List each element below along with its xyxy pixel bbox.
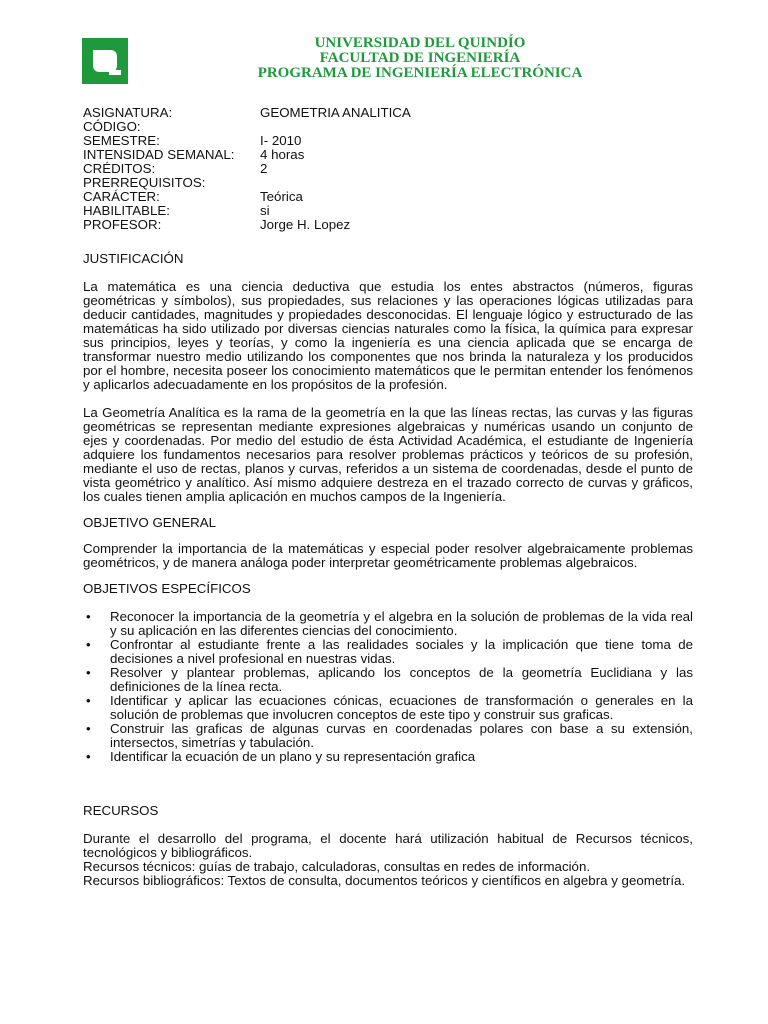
meta-row: ASIGNATURA: GEOMETRIA ANALITICA xyxy=(83,105,411,120)
bullet-icon: • xyxy=(86,665,91,680)
meta-row: PRERREQUISITOS: xyxy=(83,175,206,190)
bullet-icon: • xyxy=(86,637,91,652)
meta-row: PROFESOR: Jorge H. Lopez xyxy=(83,217,351,232)
bullet-icon: • xyxy=(86,749,91,764)
list-item: • Resolver y plantear problemas, aplicando los conceptos de la geometría Euclidiana y las definiciones de la línea recta. xyxy=(86,665,693,694)
bullet-icon: • xyxy=(86,721,91,736)
section-heading-objetivos-especificos: OBJETIVOS ESPECÍFICOS xyxy=(83,581,251,596)
list-item: • Construir las graficas de algunas curvas en coordenadas polares con base a su extensión, intersectos, simetrías y tabulación. xyxy=(86,721,693,750)
faculty-name: FACULTAD DE INGENIERÍA xyxy=(319,50,521,66)
section-heading-objetivo-general: OBJETIVO GENERAL xyxy=(83,515,217,530)
meta-row: INTENSIDAD SEMANAL: 4 horas xyxy=(83,147,305,162)
list-item: • Reconocer la importancia de la geometría y el algebra en la solución de problemas de la vida real y su aplicación en las diferentes ciencias del conocimiento. xyxy=(86,609,693,638)
meta-row: CÓDIGO: xyxy=(83,119,141,134)
list-item: • Identificar y aplicar las ecuaciones cónicas, ecuaciones de transformación o generales en la solución de problemas que involucren conceptos de este tipo y construir sus graficas. xyxy=(86,693,693,722)
recursos-paragraph-2: Recursos técnicos: guías de trabajo, calculadoras, consultas en redes de información. xyxy=(83,859,591,874)
bullet-icon: • xyxy=(86,609,91,624)
document-body xyxy=(83,106,693,888)
meta-row: CRÉDITOS: 2 xyxy=(83,161,268,176)
objetivo-general-text: Comprender la importancia de la matemáticas y especial poder resolver algebraicamente problemas geométricos, y de manera análoga poder interpretar geométricamente problemas algebraicos. xyxy=(83,541,693,570)
list-item: • Identificar la ecuación de un plano y su representación grafica xyxy=(86,749,476,764)
meta-row: HABILITABLE: si xyxy=(83,203,270,218)
university-logo-icon xyxy=(82,38,128,84)
list-item: • Confrontar al estudiante frente a las realidades sociales y la implicación que tiene toma de decisiones a nivel profesional en nuestras vidas. xyxy=(86,637,693,666)
recursos-paragraph-1: Durante el desarrollo del programa, el docente hará utilización habitual de Recursos técnicos, tecnológicos y bibliográficos. xyxy=(83,831,693,860)
section-heading-justificacion: JUSTIFICACIÓN xyxy=(83,251,184,266)
recursos-paragraph-3: Recursos bibliográficos: Textos de consulta, documentos teóricos y científicos en algebra y geometría. xyxy=(83,873,686,888)
university-name: UNIVERSIDAD DEL QUINDÍO xyxy=(314,35,526,51)
program-name: PROGRAMA DE INGENIERÍA ELECTRÓNICA xyxy=(257,65,583,81)
section-heading-recursos: RECURSOS xyxy=(83,803,159,818)
meta-row: CARÁCTER: Teórica xyxy=(83,189,303,204)
document-header xyxy=(150,36,690,81)
course-info xyxy=(83,106,693,232)
justificacion-paragraph-1: La matemática es una ciencia deductiva que estudia los entes abstractos (números, figuras geométricas y símbolos), sus propiedades, sus relaciones y las operaciones lógicas utilizadas para deducir cantidades, magnitudes y propiedades desconocidas. El lenguaje lógico y estructurado de las matemáticas ha sido utilizado por diversas ciencias naturales como la física, la química para expresar sus principios, leyes y teorías, y como la ingeniería es una ciencia aplicada que se encarga de transformar nuestro medio utilizando los componentes que nos brinda la naturaleza y los producidos por el hombre, necesita poseer los conocimiento matemáticos que le permitan entender los fenómenos y aplicarlos adecuadamente en los propósitos de la profesión. xyxy=(83,279,693,392)
justificacion-paragraph-2: La Geometría Analítica es la rama de la geometría en la que las líneas rectas, las curvas y las figuras geométricas se representan mediante expresiones algebraicas y numéricas usando un conjunto de ejes y coordenadas. Por medio del estudio de ésta Actividad Académica, el estudiante de Ingeniería adquiere los fundamentos necesarios para resolver problemas prácticos y teóricos de su profesión, mediante el uso de rectas, planos y curvas, referidos a un sistema de coordenadas, desde el punto de vista geométrico y analítico. Así mismo adquiere destreza en el trazado correcto de curvas y gráficos, los cuales tienen amplia aplicación en muchos campos de la Ingeniería. xyxy=(83,405,693,504)
objetivos-list xyxy=(83,610,693,764)
bullet-icon: • xyxy=(86,693,91,708)
meta-row: SEMESTRE: I- 2010 xyxy=(83,133,302,148)
